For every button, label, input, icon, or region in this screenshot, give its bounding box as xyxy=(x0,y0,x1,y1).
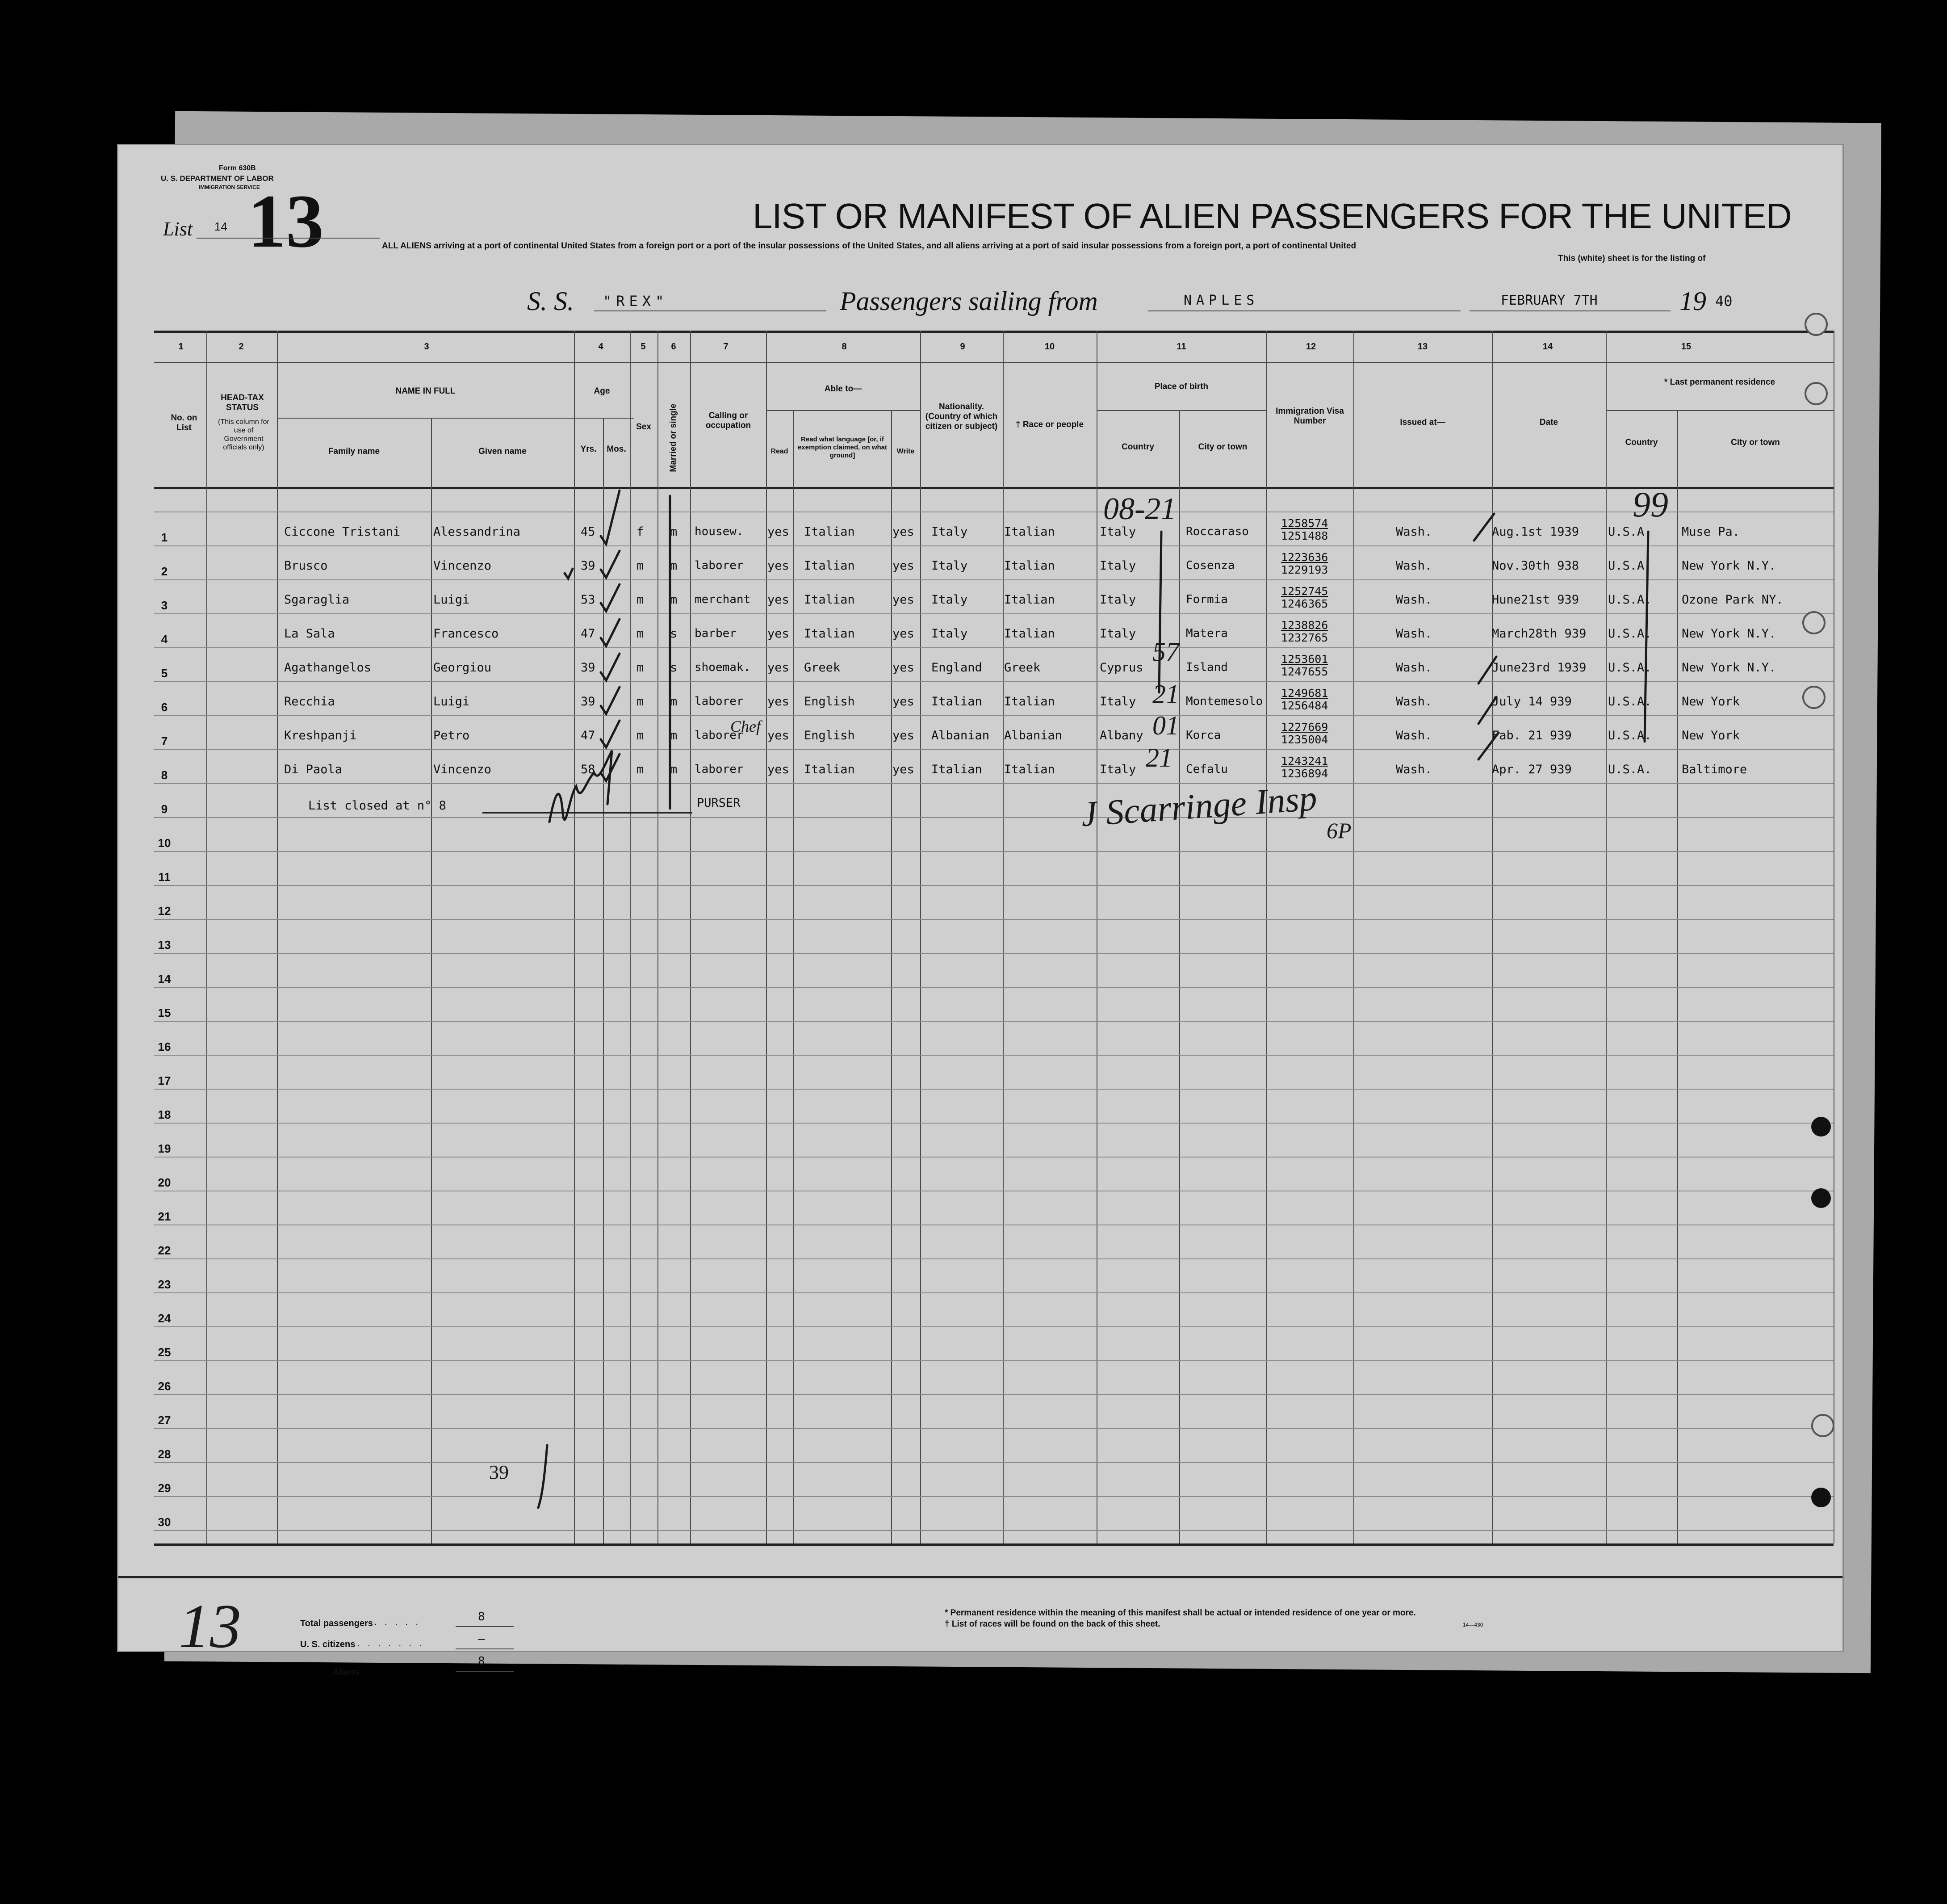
header-read-language: Read what language [or, if exemption claimed, on what ground] xyxy=(797,436,888,459)
footer-rule xyxy=(118,1576,1842,1578)
birth-country-cell: Italy xyxy=(1100,559,1136,573)
occupation-cell: laborer xyxy=(695,695,744,708)
nationality-cell: Albanian xyxy=(931,729,990,742)
date-cell: Hune21st 939 xyxy=(1492,593,1579,607)
residence-city-cell: Baltimore xyxy=(1682,763,1747,776)
birth-city-cell: Island xyxy=(1186,661,1228,674)
binder-hole xyxy=(1805,382,1828,405)
residence-country-cell: U.S.A. xyxy=(1608,525,1652,539)
aliens-line xyxy=(456,1671,514,1672)
marital-status-cell: m xyxy=(670,525,678,539)
write-cell: yes xyxy=(892,525,914,539)
given-name-cell: Vincenzo xyxy=(433,559,492,573)
write-cell: yes xyxy=(892,729,914,742)
departure-date: FEBRUARY 7TH xyxy=(1501,293,1598,308)
nationality-cell: England xyxy=(931,661,982,675)
issued-at-cell: Wash. xyxy=(1396,627,1432,641)
col-num: 9 xyxy=(960,342,965,352)
row-number: 26 xyxy=(158,1380,171,1393)
date-cell: March28th 939 xyxy=(1492,627,1587,641)
residence-country-cell: U.S.A. xyxy=(1608,593,1652,607)
residence-country-cell: U.S.A. xyxy=(1608,763,1652,776)
nationality-cell: Italian xyxy=(931,695,982,709)
issued-at-cell: Wash. xyxy=(1396,763,1432,776)
header-head-tax: HEAD-TAX STATUS xyxy=(221,393,264,412)
race-cell: Italian xyxy=(1004,559,1055,573)
visa-number-cell: 1249681 xyxy=(1281,687,1328,700)
row-number: 12 xyxy=(158,904,171,918)
nationality-cell: Italian xyxy=(931,763,982,776)
residence-country-cell: U.S.A. xyxy=(1608,729,1652,742)
binder-hole xyxy=(1811,1188,1831,1208)
occupation-cell: merchant xyxy=(695,593,751,606)
citizens-line xyxy=(456,1648,514,1649)
header-name-in-full: NAME IN FULL xyxy=(395,386,456,396)
race-cell: Albanian xyxy=(1004,729,1063,742)
header-age: Age xyxy=(594,386,610,396)
issued-at-cell: Wash. xyxy=(1396,593,1432,607)
col-num: 8 xyxy=(842,342,847,352)
date-cell: Fab. 21 939 xyxy=(1492,729,1572,742)
header-birth-country: Country xyxy=(1122,442,1154,452)
col-num: 12 xyxy=(1306,342,1316,352)
col-num: 11 xyxy=(1177,342,1186,352)
read-cell: yes xyxy=(767,695,789,709)
row-number: 29 xyxy=(158,1481,171,1495)
language-cell: English xyxy=(804,695,855,709)
birth-country-cell: Italy xyxy=(1100,695,1136,709)
row-number: 7 xyxy=(161,734,168,748)
col-num: 13 xyxy=(1417,342,1428,352)
header-sex: Sex xyxy=(636,422,651,432)
marital-status-cell: m xyxy=(670,695,678,709)
marital-status-cell: m xyxy=(670,729,678,742)
given-name-cell: Luigi xyxy=(433,593,470,607)
row-number: 5 xyxy=(161,667,168,680)
residence-city-cell: New York N.Y. xyxy=(1682,627,1776,641)
col-num: 10 xyxy=(1044,342,1055,352)
us-citizens-value: – xyxy=(478,1632,485,1646)
marital-status-cell: s xyxy=(670,627,678,641)
given-name-cell: Petro xyxy=(433,729,470,742)
col-num: 1 xyxy=(178,342,184,352)
header-able-to: Able to— xyxy=(824,384,862,394)
visa-number-cell: 1236894 xyxy=(1281,767,1328,780)
sex-cell: m xyxy=(636,695,644,709)
occupation-cell: housew. xyxy=(695,525,744,538)
family-name-cell: Di Paola xyxy=(284,763,343,776)
year-prefix: 19 xyxy=(1679,286,1706,316)
header-visa-number: Immigration Visa Number xyxy=(1276,407,1344,426)
inspector-signature: J Scarringe Insp xyxy=(1080,778,1319,835)
write-cell: yes xyxy=(892,695,914,709)
occupation-cell: barber xyxy=(695,627,737,640)
purser-label: PURSER xyxy=(697,796,741,810)
given-name-cell: Francesco xyxy=(433,627,499,641)
header-write: Write xyxy=(896,448,915,455)
birth-city-cell: Cefalu xyxy=(1186,763,1228,776)
ss-label: S. S. xyxy=(527,286,574,316)
header-head-tax-note: (This column for use of Government officials only) xyxy=(218,418,269,451)
page-count: 39 xyxy=(489,1461,509,1483)
col-num: 2 xyxy=(239,342,244,352)
sex-cell: m xyxy=(636,763,644,776)
nationality-cell: Italy xyxy=(931,525,968,539)
visa-number-cell: 1253601 xyxy=(1281,653,1328,666)
residence-city-cell: New York N.Y. xyxy=(1682,661,1776,675)
birth-country-cell: Italy xyxy=(1100,763,1136,776)
race-cell: Italian xyxy=(1004,695,1055,709)
header-res-country: Country xyxy=(1625,438,1658,447)
marital-status-cell: m xyxy=(670,593,678,607)
visa-number-cell: 1238826 xyxy=(1281,619,1328,632)
visa-number-cell: 1252745 xyxy=(1281,585,1328,598)
manifest-title: LIST OR MANIFEST OF ALIEN PASSENGERS FOR THE UNITED xyxy=(753,196,1792,236)
age-cell: 39 xyxy=(581,695,595,709)
row-number: 28 xyxy=(158,1447,171,1461)
list-number: 13 xyxy=(248,179,324,263)
header-place-of-birth: Place of birth xyxy=(1154,382,1209,391)
race-cell: Italian xyxy=(1004,627,1055,641)
occupation-cell: laborer xyxy=(695,729,744,742)
residence-city-cell: Ozone Park NY. xyxy=(1682,593,1784,607)
leader-dots: . . . . . . . xyxy=(357,1639,425,1648)
residence-country-cell: U.S.A. xyxy=(1608,559,1652,573)
row-number: 9 xyxy=(161,802,168,816)
occupation-cell: shoemak. xyxy=(695,661,751,674)
birth-country-cell: Italy xyxy=(1100,627,1136,641)
list-closed-text: List closed at n° 8 xyxy=(308,799,446,813)
given-name-cell: Alessandrina xyxy=(433,525,521,539)
age-cell: 47 xyxy=(581,627,595,641)
age-cell: 58 xyxy=(581,763,595,776)
list-number-small: 14 xyxy=(214,220,227,233)
occupation-cell: laborer xyxy=(695,559,744,572)
binder-hole xyxy=(1802,686,1826,709)
header-no-on-list: No. on List xyxy=(171,413,197,432)
aliens-label: Aliens xyxy=(333,1667,360,1677)
sex-cell: m xyxy=(636,593,644,607)
birth-country-cell: Italy xyxy=(1100,525,1136,539)
subtitle-line-2: This (white) sheet is for the listing of xyxy=(1558,254,1706,263)
sex-cell: m xyxy=(636,559,644,573)
given-name-cell: Vincenzo xyxy=(433,763,492,776)
departure-port: NAPLES xyxy=(1184,293,1259,308)
handwritten-birth-code: 57 xyxy=(1152,637,1179,667)
col-num: 5 xyxy=(641,342,646,352)
issued-at-cell: Wash. xyxy=(1396,525,1432,539)
read-cell: yes xyxy=(767,593,789,607)
sex-cell: f xyxy=(636,525,644,539)
visa-number-cell: 1235004 xyxy=(1281,733,1328,746)
birth-country-cell: Albany xyxy=(1100,729,1143,742)
date-cell: June23rd 1939 xyxy=(1492,661,1587,675)
race-cell: Italian xyxy=(1004,763,1055,776)
row-number: 16 xyxy=(158,1040,171,1053)
language-cell: Italian xyxy=(804,525,855,539)
family-name-cell: Brusco xyxy=(284,559,328,573)
row-number: 13 xyxy=(158,938,171,952)
total-line xyxy=(456,1626,514,1627)
form-code: 14—430 xyxy=(1463,1622,1483,1628)
visa-number-cell: 1251488 xyxy=(1281,529,1328,542)
language-cell: Greek xyxy=(804,661,841,675)
visa-number-cell: 1246365 xyxy=(1281,597,1328,610)
race-cell: Italian xyxy=(1004,525,1055,539)
row-number: 25 xyxy=(158,1346,171,1359)
header-res-city: City or town xyxy=(1731,438,1780,447)
residence-city-cell: New York xyxy=(1682,729,1740,742)
marital-status-cell: s xyxy=(670,661,678,675)
row-number: 2 xyxy=(161,565,168,578)
given-name-cell: Luigi xyxy=(433,695,470,709)
sex-cell: m xyxy=(636,627,644,641)
header-last-residence: * Last permanent residence xyxy=(1664,377,1775,387)
visa-number-cell: 1256484 xyxy=(1281,699,1328,712)
birth-city-cell: Korca xyxy=(1186,729,1221,742)
us-citizens-label: U. S. citizens xyxy=(300,1640,356,1649)
birth-country-cell: Cyprus xyxy=(1100,661,1143,675)
visa-number-cell: 1232765 xyxy=(1281,631,1328,644)
handwritten-birth-code: 08-21 xyxy=(1103,492,1177,526)
sailing-label: Passengers sailing from xyxy=(840,286,1098,316)
read-cell: yes xyxy=(767,559,789,573)
family-name-cell: Recchia xyxy=(284,695,335,709)
binder-hole xyxy=(1805,313,1828,336)
write-cell: yes xyxy=(892,661,914,675)
col-num: 7 xyxy=(723,342,729,352)
col-num: 3 xyxy=(424,342,429,352)
age-cell: 39 xyxy=(581,661,595,675)
read-cell: yes xyxy=(767,627,789,641)
birth-city-cell: Cosenza xyxy=(1186,559,1235,572)
date-cell: July 14 939 xyxy=(1492,695,1572,709)
marital-status-cell: m xyxy=(670,763,678,776)
leader-dots: . . . . . . . xyxy=(366,1666,434,1676)
read-cell: yes xyxy=(767,661,789,675)
handwritten-birth-code: 21 xyxy=(1146,743,1172,772)
family-name-cell: La Sala xyxy=(284,627,335,641)
date-cell: Apr. 27 939 xyxy=(1492,763,1572,776)
header-nationality: Nationality. (Country of which citizen or subject) xyxy=(925,402,998,431)
row-number: 19 xyxy=(158,1142,171,1155)
nationality-cell: Italy xyxy=(931,559,968,573)
language-cell: English xyxy=(804,729,855,742)
department: U. S. DEPARTMENT OF LABOR xyxy=(161,174,274,183)
residence-city-cell: New York xyxy=(1682,695,1740,709)
aliens-value: 8 xyxy=(478,1655,485,1668)
residence-country-cell: U.S.A. xyxy=(1608,627,1652,641)
binder-hole xyxy=(1811,1488,1831,1507)
row-number: 14 xyxy=(158,972,171,986)
write-cell: yes xyxy=(892,559,914,573)
ship-name: "REX" xyxy=(603,293,669,310)
header-issued-at: Issued at— xyxy=(1400,418,1445,427)
family-name-cell: Kreshpanji xyxy=(284,729,357,742)
row-number: 3 xyxy=(161,599,168,612)
date-cell: Nov.30th 938 xyxy=(1492,559,1579,573)
footer-handwritten-number: 13 xyxy=(179,1592,241,1661)
age-cell: 45 xyxy=(581,525,595,539)
col-num: 14 xyxy=(1542,342,1553,352)
visa-number-cell: 1243241 xyxy=(1281,755,1328,767)
birth-city-cell: Roccaraso xyxy=(1186,525,1249,538)
age-cell: 39 xyxy=(581,559,595,573)
write-cell: yes xyxy=(892,763,914,776)
race-cell: Italian xyxy=(1004,593,1055,607)
list-label: List xyxy=(163,218,193,240)
read-cell: yes xyxy=(767,525,789,539)
year-suffix: 40 xyxy=(1715,293,1733,310)
row-number: 30 xyxy=(158,1515,171,1529)
visa-number-cell: 1229193 xyxy=(1281,563,1328,576)
col-num: 6 xyxy=(671,342,676,352)
col-num: 15 xyxy=(1681,342,1692,352)
row-number: 11 xyxy=(158,870,171,884)
header-given-name: Given name xyxy=(478,447,527,456)
row-number: 21 xyxy=(158,1210,171,1223)
handwritten-residence-code: 99 xyxy=(1633,485,1668,524)
sex-cell: m xyxy=(636,729,644,742)
nationality-cell: Italy xyxy=(931,593,968,607)
language-cell: Italian xyxy=(804,559,855,573)
residence-country-cell: U.S.A. xyxy=(1608,695,1652,709)
row-number: 4 xyxy=(161,633,168,646)
race-cell: Greek xyxy=(1004,661,1041,675)
write-cell: yes xyxy=(892,593,914,607)
header-date: Date xyxy=(1539,418,1558,427)
language-cell: Italian xyxy=(804,627,855,641)
footnote-residence: * Permanent residence within the meaning of this manifest shall be actual or intended residence of one year or more. xyxy=(945,1608,1416,1618)
header-married: Married or single xyxy=(669,403,678,472)
visa-number-cell: 1227669 xyxy=(1281,721,1328,734)
leader-dots: . . . . . xyxy=(374,1617,421,1627)
binder-hole xyxy=(1811,1414,1834,1437)
binder-hole xyxy=(1811,1117,1831,1137)
row-number: 22 xyxy=(158,1244,171,1257)
row-number: 8 xyxy=(161,768,168,782)
col-num: 4 xyxy=(598,342,603,352)
issued-at-cell: Wash. xyxy=(1396,661,1432,675)
header-read: Read xyxy=(770,448,788,455)
handwritten-birth-code: 01 xyxy=(1152,711,1179,740)
write-cell: yes xyxy=(892,627,914,641)
residence-country-cell: U.S.A. xyxy=(1608,661,1652,675)
age-cell: 53 xyxy=(581,593,595,607)
birth-city-cell: Montemesolo xyxy=(1186,695,1263,708)
family-name-cell: Sgaraglia xyxy=(284,593,350,607)
residence-city-cell: Muse Pa. xyxy=(1682,525,1740,539)
issued-at-cell: Wash. xyxy=(1396,695,1432,709)
form-number: Form 630B xyxy=(219,164,256,172)
footnote-races: † List of races will be found on the back of this sheet. xyxy=(945,1619,1160,1629)
row-number: 18 xyxy=(158,1108,171,1121)
age-cell: 47 xyxy=(581,729,595,742)
family-name-cell: Agathangelos xyxy=(284,661,372,675)
total-passengers-label: Total passengers xyxy=(300,1619,373,1628)
language-cell: Italian xyxy=(804,593,855,607)
row-number: 17 xyxy=(158,1074,171,1087)
issued-at-cell: Wash. xyxy=(1396,729,1432,742)
header-birth-city: City or town xyxy=(1198,442,1248,452)
visa-number-cell: 1223636 xyxy=(1281,551,1328,564)
given-name-cell: Georgiou xyxy=(433,661,492,675)
read-cell: yes xyxy=(767,729,789,742)
row-number: 23 xyxy=(158,1278,171,1291)
visa-number-cell: 1247655 xyxy=(1281,665,1328,678)
header-age-yrs: Yrs. xyxy=(580,445,597,454)
row-number: 20 xyxy=(158,1176,171,1189)
date-cell: Aug.1st 1939 xyxy=(1492,525,1579,539)
binder-hole xyxy=(1802,611,1826,634)
birth-city-cell: Matera xyxy=(1186,627,1228,640)
subtitle-line-1: ALL ALIENS arriving at a port of continental United States from a foreign port or a port of the insular possessions of the United States, and all aliens arriving at a port of said insular possessions from a foreign port, a port of continental United xyxy=(382,241,1357,251)
handwritten-birth-code: 21 xyxy=(1152,679,1179,709)
sex-cell: m xyxy=(636,661,644,675)
header-calling: Calling or occupation xyxy=(705,411,751,430)
nationality-cell: Italy xyxy=(931,627,968,641)
birth-country-cell: Italy xyxy=(1100,593,1136,607)
header-race: † Race or people xyxy=(1015,420,1084,429)
family-name-cell: Ciccone Tristani xyxy=(284,525,401,539)
handwritten-chef-note: Chef xyxy=(730,717,761,735)
row-number: 27 xyxy=(158,1413,171,1427)
birth-city-cell: Formia xyxy=(1186,593,1228,606)
residence-city-cell: New York N.Y. xyxy=(1682,559,1776,573)
visa-number-cell: 1258574 xyxy=(1281,517,1328,530)
row-number: 10 xyxy=(158,836,171,850)
row-number: 15 xyxy=(158,1006,171,1019)
header-family-name: Family name xyxy=(328,447,380,456)
marital-status-cell: m xyxy=(670,559,678,573)
read-cell: yes xyxy=(767,763,789,776)
total-passengers-value: 8 xyxy=(478,1610,485,1623)
occupation-cell: laborer xyxy=(695,763,744,776)
issued-at-cell: Wash. xyxy=(1396,559,1432,573)
service: IMMIGRATION SERVICE xyxy=(199,184,260,190)
inspector-initials: 6P xyxy=(1327,818,1352,843)
row-number: 1 xyxy=(161,531,168,544)
row-number: 24 xyxy=(158,1312,171,1325)
language-cell: Italian xyxy=(804,763,855,776)
header-age-mos: Mos. xyxy=(607,445,626,454)
row-number: 6 xyxy=(161,700,168,714)
